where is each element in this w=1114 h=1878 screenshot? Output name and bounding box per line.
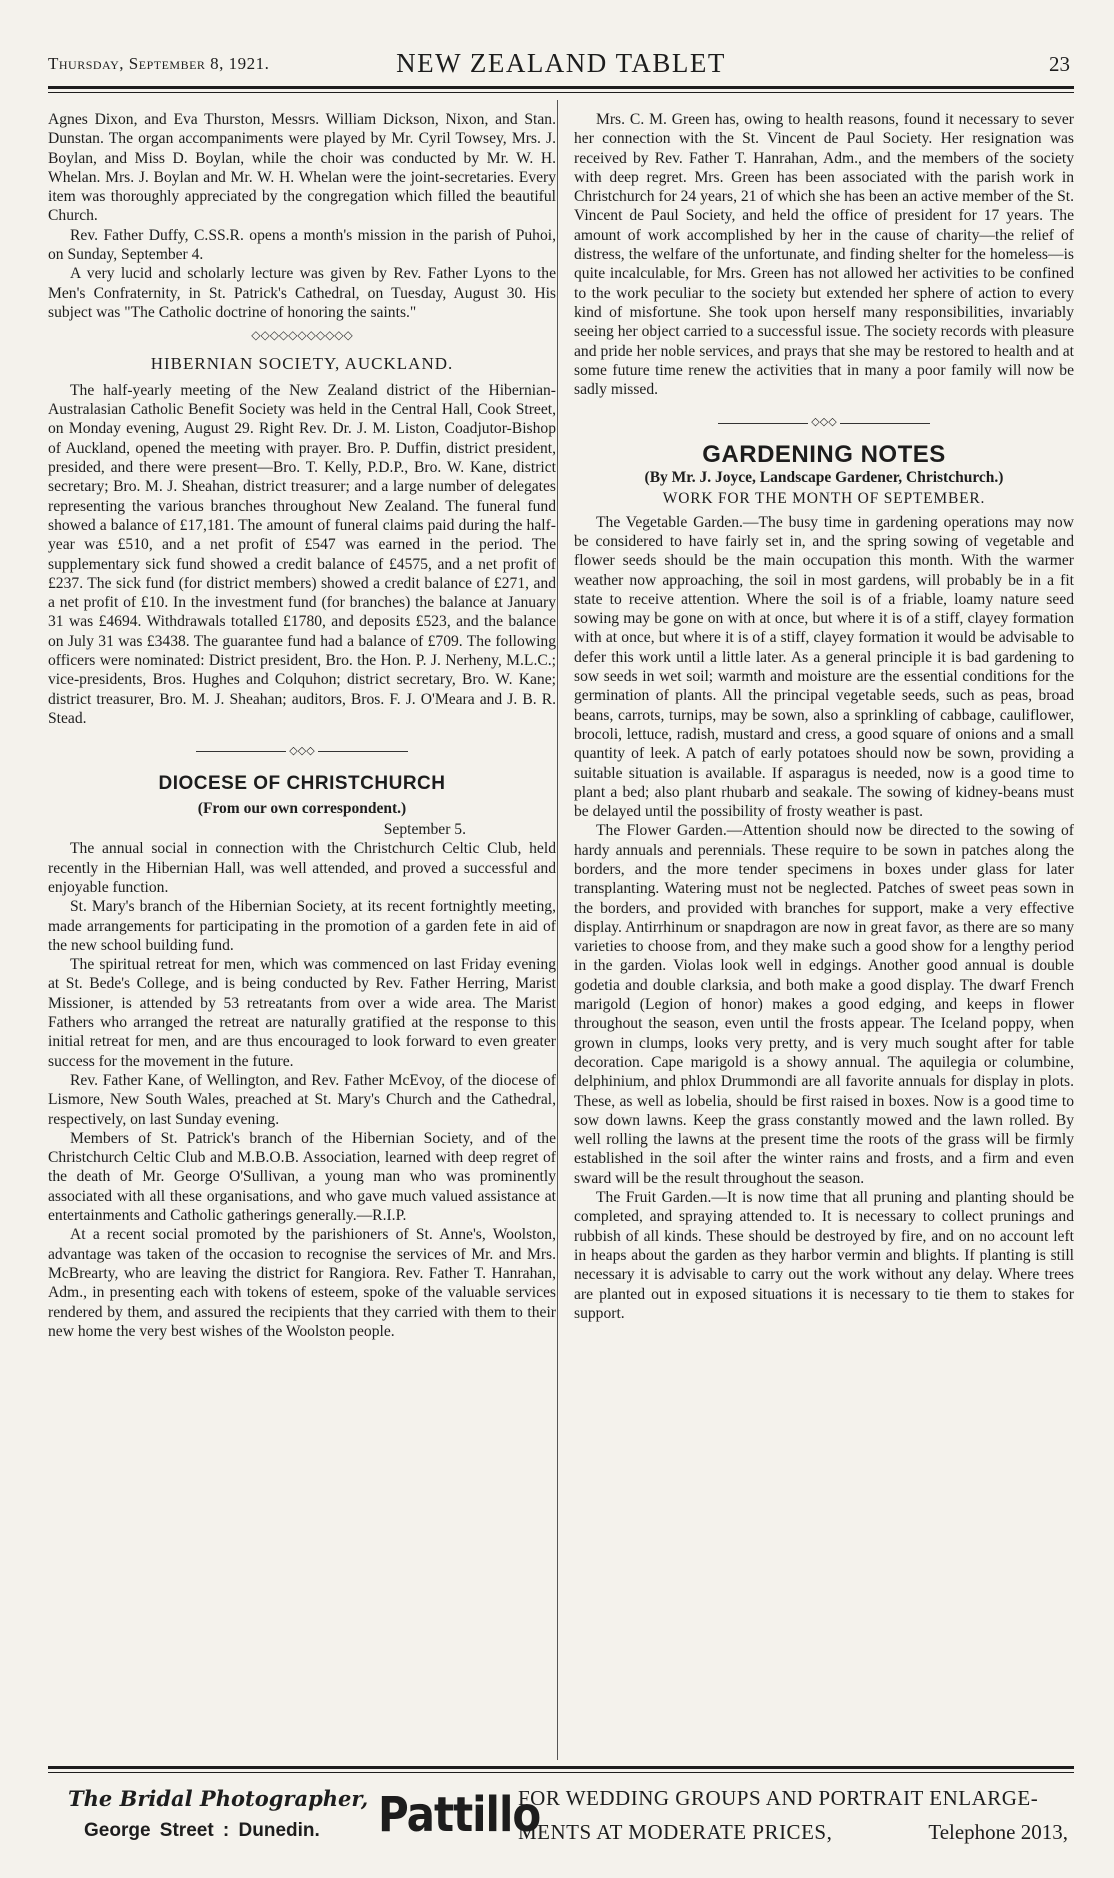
article-paragraph: A very lucid and scholarly lecture was given by Rev. Father Lyons to the Men's Confraternity, in St. Patrick's Cathedral, on Tuesday, August 30. His subject was "The Catholic doctrine of honoring the saints." [48,265,556,321]
article-paragraph: The Flower Garden.—Attention should now be directed to the sowing of hardy annuals and perennials. These require to be sown in patches along the borders, and the more tender specimens in boxes under glass for later transplanting. Watering must not be neglected. Patches of sweet peas sown in the borders, and provided with branches for support, make a very effective display. Antirrhinum or snapdragon are now in great favor, as there are so many varieties to choose from, and they make such a good show for a lengthy period in the garden. Violas look well in edgings. Another good annual is double godetia and double clarksia, and both make a good display. The dwarf French marigold (Legion of honor) makes a good edging, and keeps in flower throughout the season, even until the frosts appear. The Iceland poppy, when grown in clumps, looks very pretty, and is very much sought after for table decoration. Cape marigold is a showy annual. The aquilegia or columbine, delphinium, and phlox Drummondi are all favorite annuals for display in plots. These, as well as lobelia, should be first raised in boxes. Now is a good time to sow down lawns. Keep the grass constantly mowed and the lawn rolled. By well rolling the lawns at the present time the roots of the grass will be firmly established in the soil after the winter rains and frosts, and a firm and even sward will be the result throughout the season. [574,822,1074,1187]
advertisement [48,1778,1074,1868]
advertiser-name: The Bridal Photographer, [68,1786,369,1811]
article-paragraph: The annual social in connection with the Christchurch Celtic Club, held recently in the Hibernian Hall, was well attended, and proved a successful and enjoyable function. [48,840,556,896]
masthead-rule [48,86,1074,89]
article-paragraph: Agnes Dixon, and Eva Thurston, Messrs. William Dickson, Nixon, and Stan. Dunstan. The organ accompaniments were played by Mr. Cyril Towsey, Mrs. J. Boylan, and Miss D. Boylan, while the choir was conducted by Mr. W. H. Whelan. Mrs. J. Boylan and Mr. W. H. Whelan were the joint-secretaries. Every item was thoroughly appreciated by the congregation which filled the beautiful Church. [48,111,556,225]
gardening-byline: (By Mr. J. Joyce, Landscape Gardener, Christchurch.) [644,469,1004,487]
section-ornament: ◇◇◇ [48,742,556,761]
article-paragraph: At a recent social promoted by the parishioners of St. Anne's, Woolston, advantage was taken of the occasion to recognise the services of Mr. and Mrs. McBrearty, who are leaving the district for Rangiora. Rev. Father T. Hanrahan, Adm., in presenting each with tokens of esteem, spoke of the valuable services rendered by them, and assured the recipients that they carried with them to their new home the very best wishes of the Woolston people. [48,1226,556,1340]
section-ornament: ◇◇◇ [574,413,1074,432]
right-column [574,110,1074,1323]
ad-line-1: FOR WEDDING GROUPS AND PORTRAIT ENLARGE- [518,1786,1039,1810]
article-paragraph: The spiritual retreat for men, which was commenced on last Friday evening at St. Bede's College, and is being conducted by Rev. Father Herring, Marist Missioner, is attended by 53 retreatants from over a wide area. The Marist Fathers who arranged the retreat are naturally gratified at the response to this initial retreat for men, and are thus encouraged to look forward to even greater success for the movement in the future. [48,956,556,1070]
hibernian-heading: HIBERNIAN SOCIETY, AUCKLAND. [150,353,454,373]
gardening-heading: GARDENING NOTES [702,440,946,468]
article-paragraph: St. Mary's branch of the Hibernian Society, at its recent fortnightly meeting, made arrangements for participating in the promotion of a garden fete in aid of the new school building fund. [48,898,556,954]
ad-line-2: MENTS AT MODERATE PRICES, [518,1820,833,1844]
masthead [48,46,1074,78]
advertiser-address: George Street : Dunedin. [84,1820,320,1841]
issue-date: Thursday, September 8, 1921. [48,54,270,73]
column-divider [557,100,558,1760]
advertiser-logo: Pattillo [378,1786,541,1843]
article-paragraph: Mrs. C. M. Green has, owing to health reasons, found it necessary to sever her connection with the St. Vincent de Paul Society. Her resignation was received by Rev. Father T. Hanrahan, Adm., and the members of the society with deep regret. Mrs. Green has been associated with the parish work in Christchurch for 24 years, 21 of which she has been an active member of the St. Vincent de Paul Society, and held the office of president for 17 years. The amount of work accomplished by her in the cause of charity—the relief of distress, the welfare of the unfortunate, and finding shelter for the homeless—is quite incalculable, for Mrs. Green has not allowed her activities to be confined to the work peculiar to the society but extended her sphere of action to every kind of misfortune. She took upon herself many responsibilities, invariably seeing her object carried to a successful issue. The society records with pleasure and pride her noble services, and prays that she may be restored to health and at some future time renew the activities that in many a poor family will now be sadly missed. [574,111,1074,399]
article-paragraph: The Fruit Garden.—It is now time that all pruning and planting should be completed, and spraying attended to. It is necessary to collect prunings and rubbish of all kinds. These should be destroyed by fire, and on no account left in heaps about the garden as they harbor vermin and blights. If planting is still necessary it is advisable to carry out the work without any delay. Where trees are planted out in exposed situations it is necessary to tie them to stakes for support. [574,1189,1074,1322]
masthead-rule-thin [48,92,1074,93]
article-paragraph: Rev. Father Kane, of Wellington, and Rev. Father McEvoy, of the diocese of Lismore, New South Wales, preached at St. Mary's Church and the Cathedral, respectively, on last Sunday evening. [48,1071,556,1128]
article-paragraph: The Vegetable Garden.—The busy time in gardening operations may now be considered to have fairly set in, and the spring sowing of vegetable and flower seeds should be the main occupation this month. With the warmer weather now approaching, the soil in most gardens, will probably be in a fit state to receive attention. Where the soil is of a friable, loamy nature seed sowing may be gone on with at once, but where it is of a stiff, clayey formation with at once, but where it is of a stiff, clayey formation it would be advisable to defer this work until a little later. As a general principle it is bad gardening to sow seeds in wet soil; warmth and moisture are the essential conditions for the germination of plants. All the principal vegetable seeds, such as peas, broad beans, carrots, turnips, may be sown, also a sprinkling of cabbage, cauliflower, brocoli, lettuce, radish, mustard and cress, a good square of onions and a small quantity of leek. A patch of early potatoes should now be sown, providing a suitable situation is available. If asparagus is needed, now is a good time to plant a bed; also plant rhubarb and seakale. The sowing of kidney-beans must be delayed until the possibility of frosty weather is past. [574,513,1074,821]
article-paragraph: Members of St. Patrick's branch of the Hibernian Society, and of the Christchurch Celtic Club and M.B.O.B. Association, learned with deep regret of the death of Mr. George O'Sullivan, a young man who was prominently associated with all these organisations, and who gave much valued assistance at entertainments and Catholic gatherings generally.—R.I.P. [48,1129,556,1225]
hibernian-article: The half-yearly meeting of the New Zealand district of the Hibernian-Australasian Catholic Benefit Society was held in the Central Hall, Cook Street, on Monday evening, August 29. Right Rev. Dr. J. M. Liston, Coadjutor-Bishop of Auckland, opened the meeting with prayer. Bro. P. Duffin, district president, presided, and there were present—Bro. T. Kelly, P.D.P., Bro. W. Kane, district secretary; Bro. M. J. Sheahan, district treasurer; and a large number of delegates representing the various branches throughout New Zealand. The funeral fund showed a balance of £17,181. The amount of funeral claims paid during the half-year was £510, and a net profit of £547 was earned in the period. The supplementary sick fund showed a credit balance of £4575, and a net profit of £237. The sick fund (for district members) showed a credit balance of £271, and a net profit of £10. In the investment fund (for branches) the balance at January 31 was £4694. Withdrawals totalled £1780, and deposits £523, and the balance on July 31 was £3438. The guarantee fund had a balance of £709. The following officers were nominated: District president, Bro. the Hon. P. J. Nerheny, M.L.C.; vice-presidents, Bros. Hughes and Colquhon; district secretary, Bro. W. Kane; district treasurer, Bro. M. J. Sheahan; auditors, Bros. F. J. O'Meara and J. B. R. Stead. [48,381,556,727]
diocese-heading: DIOCESE OF CHRISTCHURCH [158,772,446,794]
correspondent-line: (From our own correspondent.) [197,799,407,817]
footer-rule [48,1766,1074,1769]
left-column [48,110,556,1341]
dateline: September 5. [383,821,466,839]
article-paragraph: Rev. Father Duffy, C.SS.R. opens a month's mission in the parish of Puhoi, on Sunday, September 4. [48,226,556,264]
ad-telephone: Telephone 2013, [928,1820,1068,1844]
publication-title: NEW ZEALAND TABLET [396,48,726,78]
section-ornament: ◇◇◇◇◇◇◇◇◇◇◇ [251,328,353,343]
page-number: 23 [1049,52,1070,76]
gardening-subheading: WORK FOR THE MONTH OF SEPTEMBER. [662,490,986,508]
footer-rule-thin [48,1772,1074,1773]
